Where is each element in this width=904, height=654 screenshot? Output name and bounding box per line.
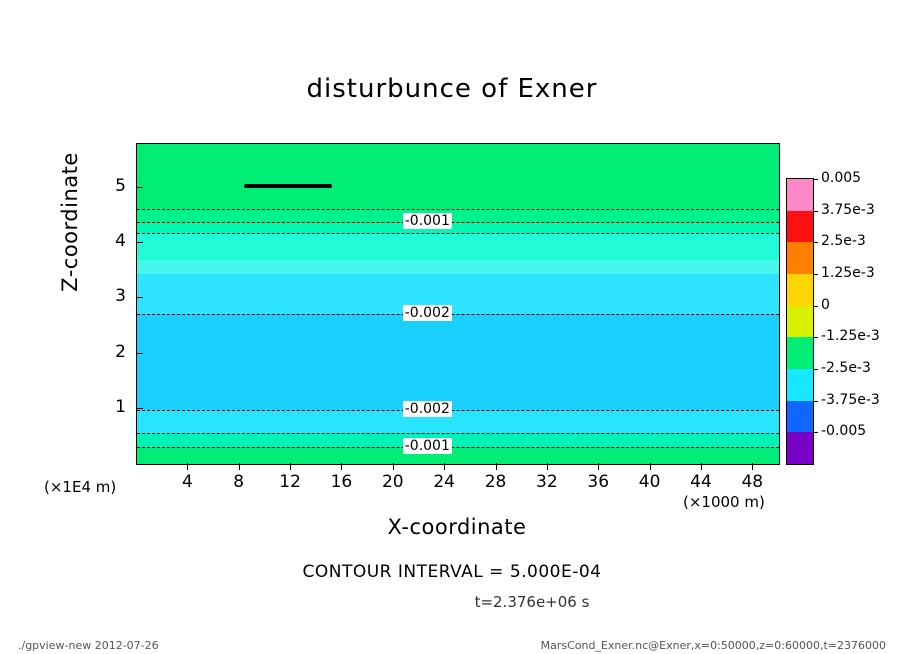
x-tick-label: 48 (741, 472, 764, 492)
plot-area (136, 143, 780, 465)
colorbar-tick (813, 242, 818, 243)
time-label: t=2.376e+06 s (474, 593, 590, 611)
contour-label: -0.002 (404, 304, 450, 321)
x-tick (341, 463, 342, 470)
colorbar-tick-label: 1.25e-3 (821, 265, 875, 281)
colorbar-segment (787, 306, 813, 338)
colorbar-tick-label: 0 (821, 296, 830, 313)
x-tick (393, 463, 394, 470)
colorbar-tick-label: -0.005 (821, 423, 867, 440)
contour-band (137, 260, 779, 274)
contour-band (137, 410, 779, 433)
colorbar-tick (813, 401, 818, 402)
y-axis-label: Z-coordinate (58, 152, 82, 292)
x-tick-label: 16 (330, 472, 353, 492)
colorbar-segment (787, 401, 813, 433)
y-tick-label: 2 (115, 341, 126, 362)
y-axis (115, 143, 138, 463)
contour-line (137, 447, 779, 448)
x-tick (701, 463, 702, 470)
contour-line (137, 222, 779, 223)
x-tick-label: 36 (587, 472, 610, 492)
x-tick (444, 463, 445, 470)
colorbar-tick (813, 306, 818, 307)
contour-line (137, 209, 779, 210)
chart-title: disturbunce of Exner (306, 74, 598, 104)
x-tick (650, 463, 651, 470)
contour-line (137, 410, 779, 411)
colorbar-segment (787, 369, 813, 401)
colorbar-tick-label: -2.5e-3 (821, 360, 871, 376)
contour-label: -0.002 (404, 400, 450, 417)
colorbar-segment (787, 242, 813, 274)
x-tick-label: 44 (690, 472, 712, 492)
x-tick (496, 463, 497, 470)
x-axis-unit: (×1000 m) (683, 493, 765, 511)
x-tick (752, 463, 753, 470)
y-tick-label: 5 (115, 176, 126, 197)
y-tick (136, 187, 143, 188)
y-tick (136, 353, 143, 354)
contour-line (137, 314, 779, 315)
colorbar (786, 178, 814, 465)
x-tick-label: 4 (181, 472, 193, 492)
contour-band (137, 274, 779, 314)
x-tick (290, 463, 291, 470)
colorbar-tick-label: -3.75e-3 (821, 391, 880, 408)
y-tick (136, 242, 143, 243)
x-tick (547, 463, 548, 470)
contour-band (137, 233, 779, 259)
colorbar-tick-label: 3.75e-3 (821, 201, 875, 218)
contour-band (137, 222, 779, 233)
colorbar-tick-label: 2.5e-3 (821, 233, 866, 250)
contour-band (137, 144, 779, 209)
x-tick (187, 463, 188, 470)
y-tick (136, 408, 143, 409)
x-tick-label: 40 (638, 472, 661, 492)
y-tick-label: 3 (115, 286, 126, 307)
colorbar-segment (787, 211, 813, 243)
footer-right-text: MarsCond_Exner.nc@Exner,x=0:50000,z=0:60000,t=2376000 (540, 639, 886, 652)
colorbar-tick (813, 274, 818, 275)
x-tick-label: 24 (433, 472, 455, 492)
x-tick-label: 28 (484, 472, 507, 492)
x-tick-label: 32 (536, 472, 558, 492)
contour-band (137, 433, 779, 447)
contour-label: -0.001 (404, 438, 450, 455)
x-tick-label: 8 (233, 472, 245, 492)
x-axis-label: X-coordinate (387, 515, 527, 539)
colorbar-tick (813, 432, 818, 433)
colorbar-segment (787, 432, 813, 464)
contour-band (137, 209, 779, 222)
y-tick-label: 4 (115, 231, 126, 252)
x-axis (136, 463, 778, 503)
colorbar-tick (813, 179, 818, 180)
colorbar-tick-label: -1.25e-3 (821, 328, 880, 345)
contour-band (137, 314, 779, 410)
footer-left-text: ./gpview-new 2012-07-26 (18, 639, 159, 652)
colorbar-tick (813, 369, 818, 370)
colorbar-tick (813, 211, 818, 212)
y-axis-unit: (×1E4 m) (44, 478, 117, 496)
contour-band (137, 447, 779, 464)
contour-line (137, 433, 779, 434)
y-tick (136, 297, 143, 298)
contour-interval-note: CONTOUR INTERVAL = 5.000E-04 (302, 562, 602, 582)
x-tick-label: 12 (279, 472, 301, 492)
colorbar-tick-label: 0.005 (821, 170, 862, 186)
colorbar-segment (787, 274, 813, 306)
x-tick (598, 463, 599, 470)
y-tick-label: 1 (115, 396, 126, 417)
contour-label: -0.001 (404, 213, 450, 230)
contour-line (137, 233, 779, 234)
colorbar-segment (787, 179, 813, 211)
marker-segment (244, 184, 333, 188)
x-tick-label: 20 (381, 472, 404, 492)
x-tick (239, 463, 240, 470)
colorbar-segment (787, 337, 813, 369)
colorbar-tick (813, 337, 818, 338)
